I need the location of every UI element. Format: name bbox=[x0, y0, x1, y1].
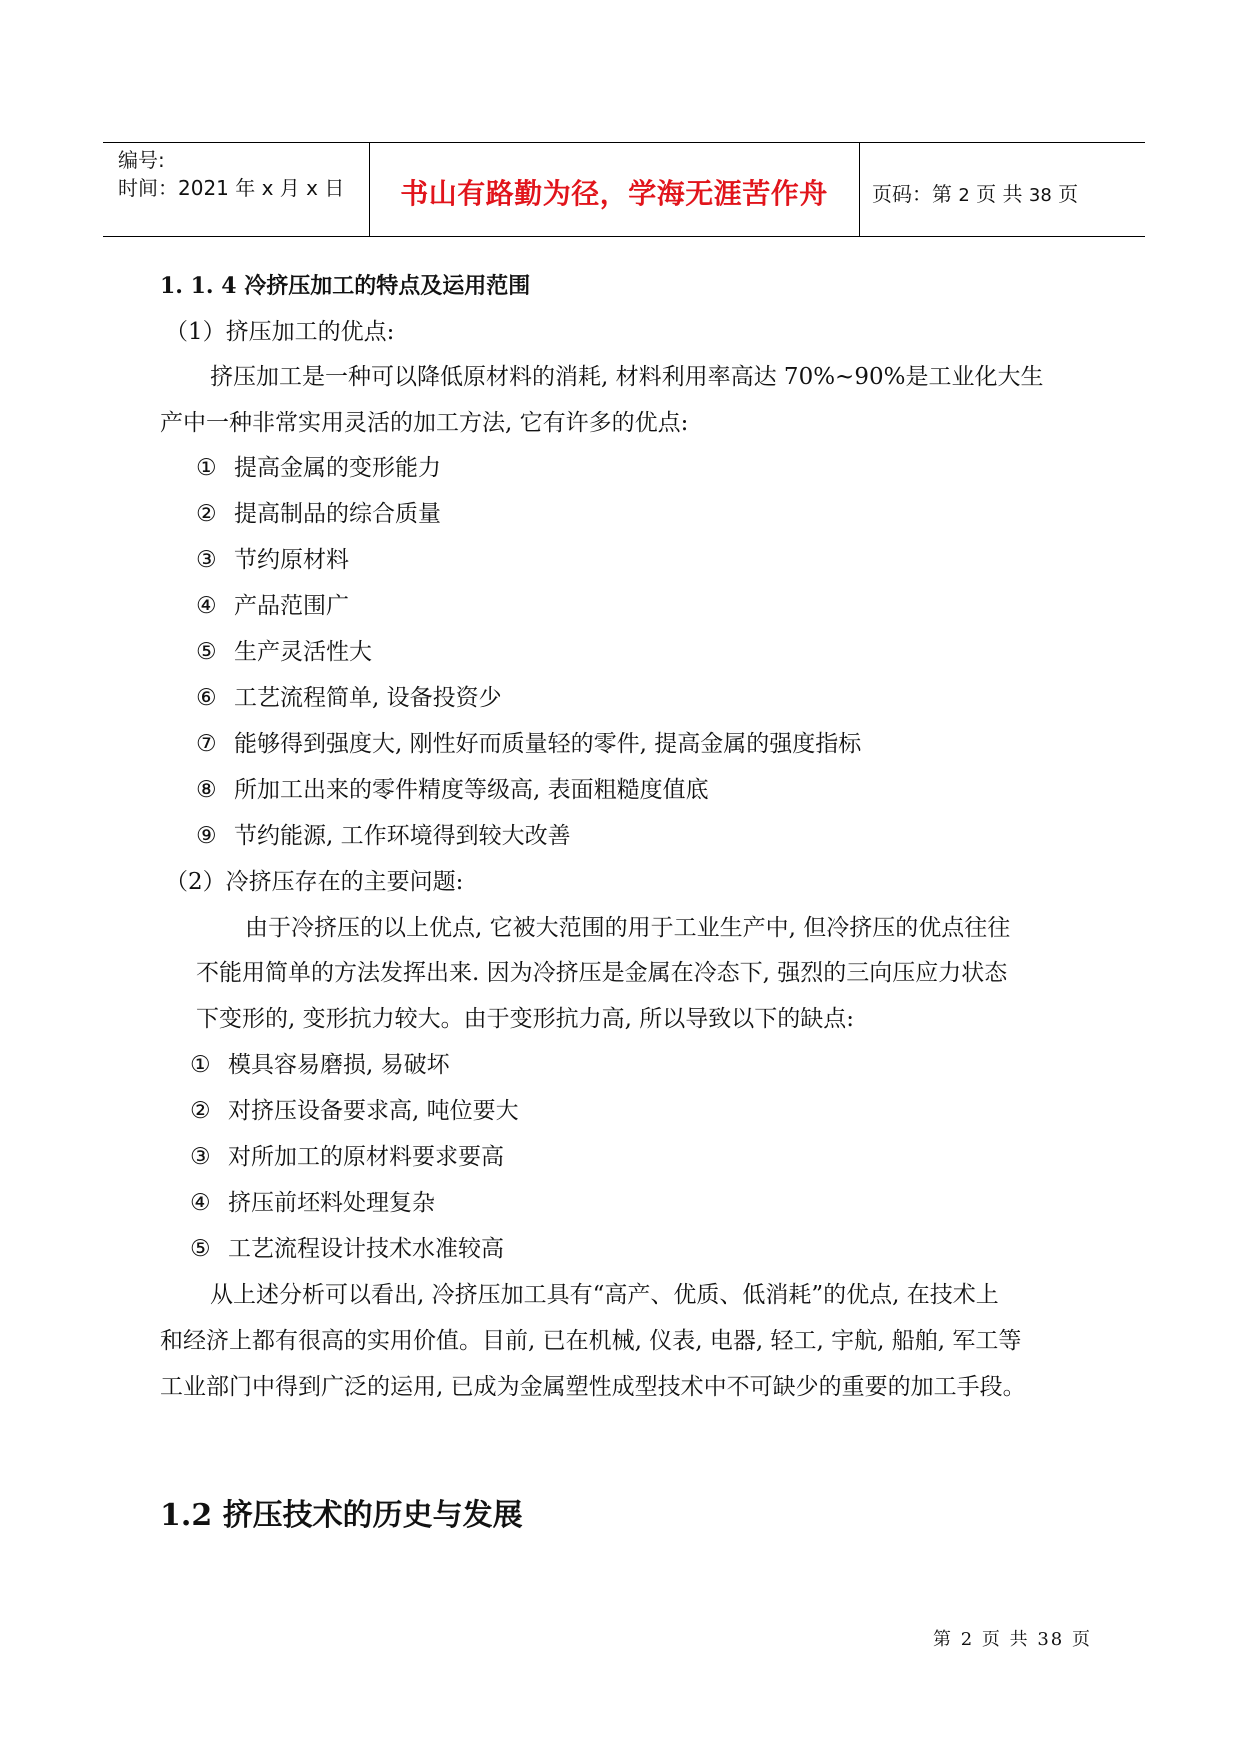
list-item: ⑥ 工艺流程简单, 设备投资少 bbox=[196, 685, 502, 711]
header-bottom-rule bbox=[103, 236, 1145, 237]
header-top-rule bbox=[103, 142, 1145, 143]
list-item: ① 提高金属的变形能力 bbox=[196, 455, 441, 481]
list-item: ② 对挤压设备要求高, 吨位要大 bbox=[190, 1098, 519, 1124]
list-item: ② 提高制品的综合质量 bbox=[196, 501, 441, 527]
summary-line-3: 工业部门中得到广泛的运用, 已成为金属塑性成型技术中不可缺少的重要的加工手段。 bbox=[160, 1374, 1026, 1400]
list-item: ⑤ 生产灵活性大 bbox=[196, 639, 372, 665]
advantages-heading: （1）挤压加工的优点: bbox=[165, 319, 395, 345]
page-label-middle: 页 共 bbox=[976, 182, 1023, 206]
list-item: ③ 对所加工的原材料要求要高 bbox=[190, 1144, 504, 1170]
summary-line-1: 从上述分析可以看出, 冷挤压加工具有“高产、优质、低消耗”的优点, 在技术上 bbox=[210, 1282, 999, 1308]
page-label-prefix: 页码：第 bbox=[872, 182, 952, 206]
problems-paragraph-line-2: 不能用简单的方法发挥出来. 因为冷挤压是金属在冷态下, 强烈的三向压应力状态 bbox=[196, 960, 1008, 986]
header-motto: 书山有路勤为径，学海无涯苦作舟 bbox=[400, 177, 828, 210]
section-heading-1-2: 1.2 挤压技术的历史与发展 bbox=[160, 1498, 523, 1533]
header-divider-right bbox=[859, 142, 860, 237]
page-current: 2 bbox=[958, 185, 970, 206]
list-item: ① 模具容易磨损, 易破坏 bbox=[190, 1052, 450, 1078]
list-item: ⑨ 节约能源, 工作环境得到较大改善 bbox=[196, 823, 571, 849]
problems-paragraph-line-1: 由于冷挤压的以上优点, 它被大范围的用于工业生产中, 但冷挤压的优点往往 bbox=[245, 915, 1011, 941]
page-label-suffix: 页 bbox=[1058, 182, 1079, 206]
list-item: ⑧ 所加工出来的零件精度等级高, 表面粗糙度值底 bbox=[196, 777, 709, 803]
problems-paragraph-line-3: 下变形的, 变形抗力较大。由于变形抗力高, 所以导致以下的缺点: bbox=[196, 1006, 854, 1032]
summary-line-2: 和经济上都有很高的实用价值。目前, 已在机械, 仪表, 电器, 轻工, 宇航, 船舶, 军工等 bbox=[160, 1328, 1022, 1354]
list-item: ⑦ 能够得到强度大, 刚性好而质量轻的零件, 提高金属的强度指标 bbox=[196, 731, 862, 757]
list-item: ③ 节约原材料 bbox=[196, 547, 349, 573]
document-number-label: 编号: bbox=[118, 148, 165, 172]
advantages-paragraph-line-2: 产中一种非常实用灵活的加工方法, 它有许多的优点: bbox=[160, 410, 689, 436]
advantages-paragraph-line-1: 挤压加工是一种可以降低原材料的消耗, 材料利用率高达 70%~90%是工业化大生 bbox=[210, 364, 1044, 390]
header-meta bbox=[118, 146, 368, 202]
document-time-label: 时间：2021 年 x 月 x 日 bbox=[118, 176, 345, 200]
problems-heading: （2）冷挤压存在的主要问题: bbox=[165, 869, 464, 895]
page-total: 38 bbox=[1028, 185, 1052, 206]
section-heading-1-1-4: 1. 1. 4 冷挤压加工的特点及运用范围 bbox=[160, 273, 531, 299]
page-footer: 第 2 页 共 38 页 bbox=[933, 1629, 1092, 1650]
header-page-indicator bbox=[872, 178, 1078, 207]
list-item: ④ 产品范围广 bbox=[196, 593, 349, 619]
list-item: ⑤ 工艺流程设计技术水准较高 bbox=[190, 1236, 504, 1262]
list-item: ④ 挤压前坯料处理复杂 bbox=[190, 1190, 435, 1216]
